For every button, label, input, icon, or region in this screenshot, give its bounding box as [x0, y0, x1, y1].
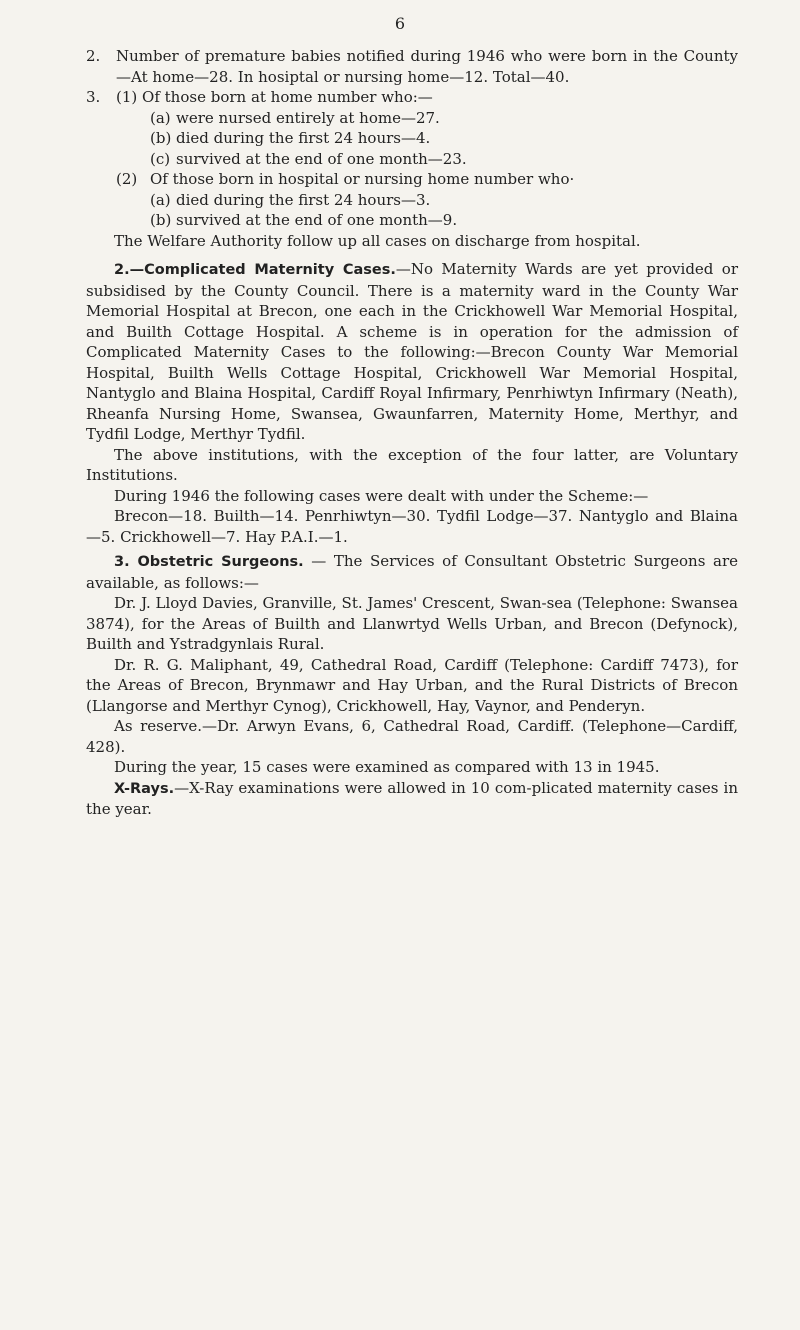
section-xrays — [86, 778, 738, 820]
paragraph: As reserve.—Dr. Arwyn Evans, 6, Cathedral Road, Cardiff. (Telephone—Cardiff, 428). — [86, 717, 738, 756]
section-obstetric-surgeons — [86, 551, 738, 593]
subitem-text: Of those born at home number who:— — [142, 88, 433, 106]
paragraph: During the year, 15 cases were examined as compared with 13 in 1945. — [114, 758, 660, 776]
item-number: 3. — [86, 88, 101, 106]
paragraph: Dr. J. Lloyd Davies, Granville, St. James' Crescent, Swan-sea (Telephone: Swansea 3874), for the Areas of Builth and Llanwrtyd Wells Urban, and Brecon (Defynock), Builth and Ystradgynlais Rural. — [86, 594, 738, 653]
paragraph: During 1946 the following cases were dealt with under the Scheme:— — [114, 486, 649, 505]
section-heading: 2.—Complicated Maternity Cases. — [114, 262, 396, 278]
list-item: (b) died during the first 24 hours—4. — [150, 129, 431, 147]
document-body — [86, 46, 738, 820]
list-item: (a) died during the first 24 hours—3. — [150, 190, 431, 209]
list-item: (c) survived at the end of one month—23. — [150, 149, 467, 168]
section-text: —X-Ray examinations were allowed in 10 com-plicated maternity cases in the year. — [86, 778, 738, 818]
premature-babies-item — [86, 46, 738, 87]
paragraph: Brecon—18. Builth—14. Penrhiwtyn—30. Tydfil Lodge—37. Nantyglo and Blaina—5. Crickhowell—7. Hay P.A.I.—1. — [86, 507, 738, 546]
section-text: — The Services of Consultant Obstetric Surgeons are available, as follows:— — [86, 552, 739, 592]
section-heading: 3. Obstetric Surgeons. — [114, 554, 304, 570]
births-breakdown-item — [86, 87, 738, 108]
paragraph: The Welfare Authority follow up all cases on discharge from hospital. — [114, 231, 641, 250]
paragraph: The above institutions, with the exception of the four latter, are Voluntary Institutions. — [86, 445, 738, 484]
section-text: —No Maternity Wards are yet provided or subsidised by the County Council. There is a maternity ward in the County War Memorial Hospital at Brecon, one each in the Crickhowell War Memorial Hospital, and Builth Cottage Hospital. A scheme is in operation for the admission of Complicated Maternity Cases to the following:—Brecon County War Memorial Hospital, Builth Wells Cottage Hospital, Crickhowell War Memorial Hospital, Nantyglo and Blaina Hospital, Cardiff Royal Infirmary, Penrhiwtyn Infirmary (Neath), Rheanfa Nursing Home, Swansea, Gwaunfarren, Maternity Home, Merthyr, and Tydfil Lodge, Merthyr Tydfil. — [86, 260, 738, 443]
section-heading: X-Rays. — [114, 780, 175, 797]
item-text: Number of premature babies notified during 1946 who were born in the County—At home—28. In hosiptal or nursing home—12. Total—40. — [116, 47, 738, 86]
subitem-label: (1) — [116, 88, 138, 106]
item-number: 2. — [86, 47, 101, 65]
page-number: 6 — [394, 14, 406, 33]
list-item: (b) survived at the end of one month—9. — [150, 211, 458, 229]
section-complicated-maternity — [86, 259, 738, 445]
list-item: (a) were nursed entirely at home—27. — [150, 108, 440, 127]
paragraph: Dr. R. G. Maliphant, 49, Cathedral Road, Cardiff (Telephone: Cardiff 7473), for the Areas of Brecon, Brynmawr and Hay Urban, and the Rural Districts of Brecon (Llangorse and Merthyr Cynog), Crickhowell, Hay, Vaynor, and Penderyn. — [86, 655, 738, 715]
subitem: (2) Of those born in hospital or nursing home number who· — [116, 170, 575, 188]
